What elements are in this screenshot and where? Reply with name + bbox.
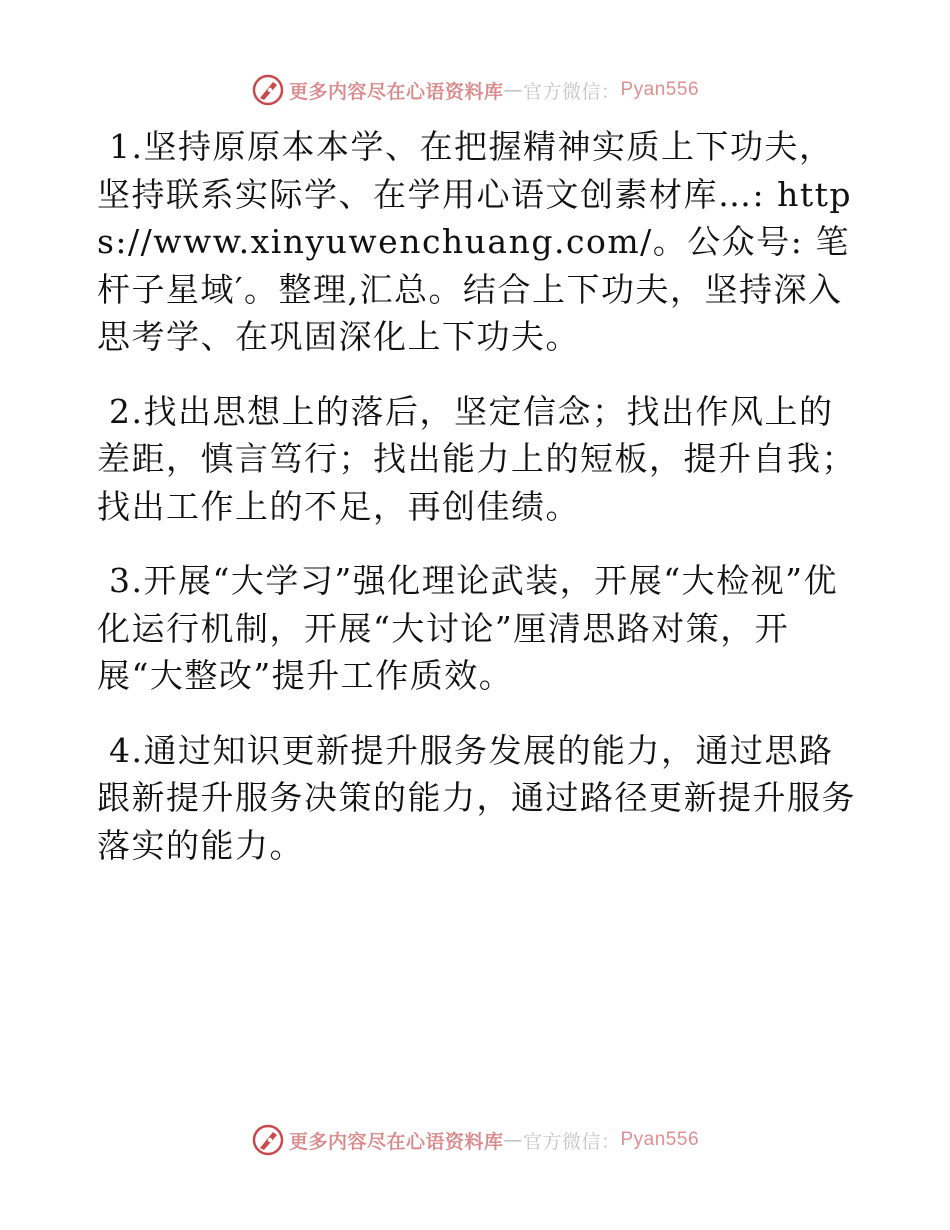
pen-nib-logo-icon: [251, 1123, 285, 1157]
footer-watermark: [0, 1120, 950, 1160]
watermark-main-text: 更多内容尽在心语资料库: [288, 80, 504, 103]
paragraph-2: [97, 388, 857, 531]
document-body: [97, 123, 857, 896]
watermark-wechat-id: Pyan556: [620, 79, 700, 100]
header-watermark: [0, 70, 950, 110]
paragraph-text: 通过知识更新提升服务发展的能力，通过思路跟新提升服务决策的能力，通过路径更新提升服务落实的能力。: [97, 730, 856, 865]
pen-nib-logo-icon: [251, 73, 285, 107]
watermark-wechat-label: 官方微信：: [522, 80, 621, 103]
watermark-main-text: 更多内容尽在心语资料库: [288, 1130, 504, 1153]
watermark-separator: —: [503, 1129, 523, 1151]
watermark-separator: —: [503, 79, 523, 101]
paragraph-text: 坚持原原本本学、在把握精神实质上下功夫，坚持联系实际学、在学用心语文创素材库…: https://www.xinyuwenchuang.com/。公众号: 笔杆子星域′。整理,汇总。结合上下功夫，坚持深入思考学、在巩固深化上下功夫。: [97, 127, 853, 356]
paragraph-number: 3.: [109, 561, 144, 600]
watermark-wechat-id: Pyan556: [620, 1129, 700, 1150]
paragraph-text: 开展“大学习”强化理论武装，开展“大检视”优化运行机制，开展“大讨论”厘清思路对策，开展“大整改”提升工作质效。: [97, 561, 838, 695]
paragraph-text: 找出思想上的落后，坚定信念；找出作风上的差距，慎言笃行；找出能力上的短板，提升自我；找出工作上的不足，再创佳绩。: [97, 391, 856, 526]
paragraph-number: 4.: [109, 730, 144, 770]
paragraph-3: [97, 557, 857, 700]
watermark-wechat-label: 官方微信：: [522, 1130, 621, 1153]
paragraph-number: 1.: [109, 127, 144, 166]
paragraph-number: 2.: [109, 391, 144, 431]
paragraph-1: [97, 123, 857, 361]
paragraph-4: [97, 727, 857, 870]
